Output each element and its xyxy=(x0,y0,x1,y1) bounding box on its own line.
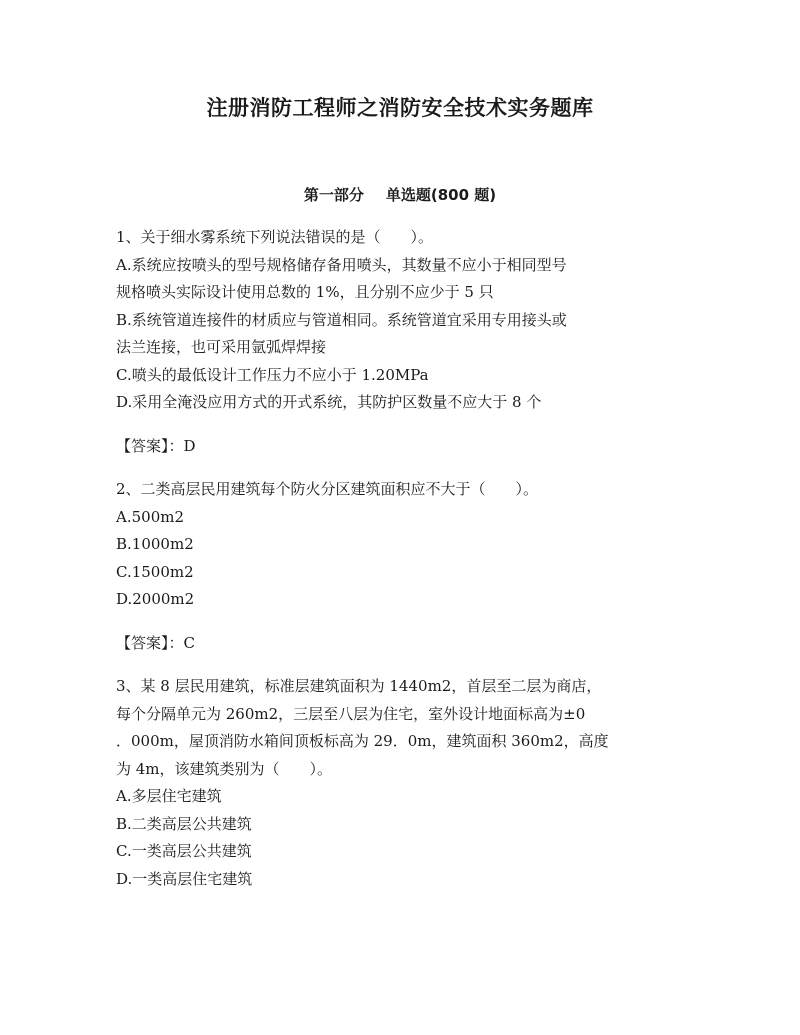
option-b-continued: 法兰连接，也可采用氩弧焊焊接 xyxy=(116,338,327,356)
question-stem-continued: ．000m，屋顶消防水箱间顶板标高为 29．0m，建筑面积 360m2，高度 xyxy=(116,732,609,750)
option-b: B.系统管道连接件的材质应与管道相同。系统管道宜采用专用接头或 xyxy=(116,310,567,329)
question-3 xyxy=(116,673,676,893)
option-a: A.系统应按喷头的型号规格储存备用喷头，其数量不应小于相同型号 xyxy=(116,255,567,274)
question-stem: 2、二类高层民用建筑每个防火分区建筑面积应不大于（ ）。 xyxy=(116,480,539,498)
question-stem-continued: 每个分隔单元为 260m2，三层至八层为住宅，室外设计地面标高为±0 xyxy=(116,704,586,723)
question-2 xyxy=(116,476,676,657)
section-heading xyxy=(0,184,800,205)
question-stem: 1、关于细水雾系统下列说法错误的是（ ）。 xyxy=(116,228,434,246)
option-d: D.一类高层住宅建筑 xyxy=(116,869,253,888)
option-c: C.1500m2 xyxy=(116,562,194,581)
option-d: D.2000m2 xyxy=(116,590,195,608)
document-title: 注册消防工程师之消防安全技术实务题库 xyxy=(206,96,594,120)
section-part: 第一部分 xyxy=(303,186,364,204)
answer-value: D xyxy=(183,436,196,455)
option-a: A.500m2 xyxy=(116,507,184,526)
option-a: A.多层住宅建筑 xyxy=(116,787,222,805)
option-d: D.采用全淹没应用方式的开式系统，其防护区数量不应大于 8 个 xyxy=(116,393,542,411)
question-stem-continued: 为 4m，该建筑类别为（ ）。 xyxy=(116,759,333,778)
question-stem: 3、某 8 层民用建筑，标准层建筑面积为 1440m2，首层至二层为商店， xyxy=(116,677,602,695)
answer-label: 【答案】： xyxy=(116,436,184,455)
option-b: B.1000m2 xyxy=(116,535,194,553)
question-list xyxy=(116,224,676,893)
option-b: B.二类高层公共建筑 xyxy=(116,814,252,833)
option-c: C.一类高层公共建筑 xyxy=(116,842,252,860)
question-1 xyxy=(116,224,676,460)
answer-line xyxy=(116,433,676,461)
option-c: C.喷头的最低设计工作压力不应小于 1.20MPa xyxy=(116,365,429,384)
option-a-continued: 规格喷头实际设计使用总数的 1%，且分别不应少于 5 只 xyxy=(116,283,494,301)
answer-value: C xyxy=(183,633,195,652)
section-name: 单选题(800 题) xyxy=(385,186,497,204)
answer-line xyxy=(116,630,676,658)
answer-label: 【答案】： xyxy=(116,633,184,652)
